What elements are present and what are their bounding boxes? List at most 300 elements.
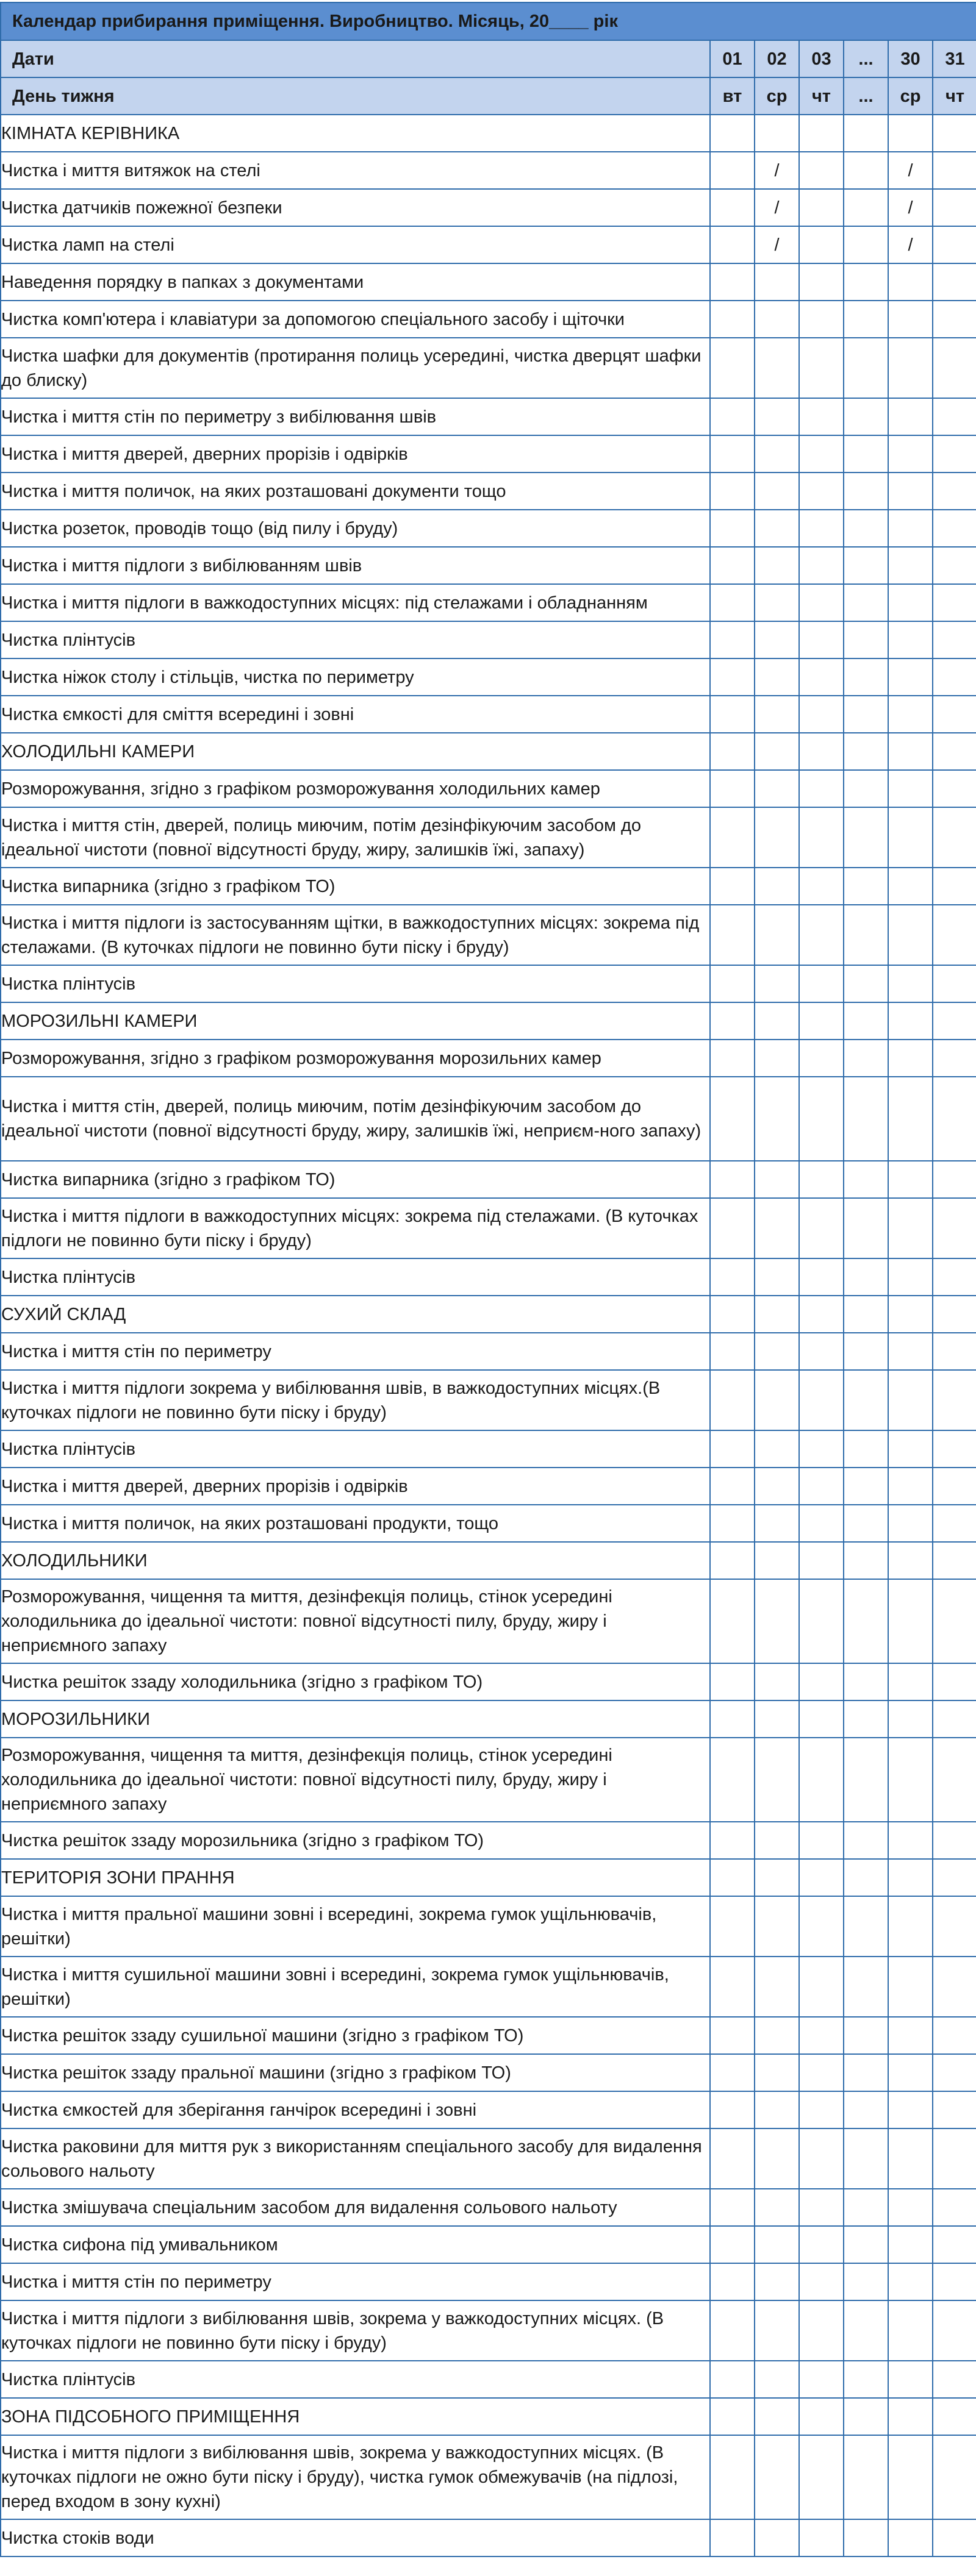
day-cell[interactable] [799,338,844,398]
day-cell[interactable] [710,1077,755,1161]
day-cell[interactable] [888,2361,933,2398]
day-cell[interactable] [844,1161,888,1198]
day-cell[interactable] [844,115,888,152]
day-cell[interactable] [933,1505,976,1542]
day-cell[interactable] [799,905,844,965]
day-cell[interactable] [710,2263,755,2300]
day-cell[interactable] [755,2128,799,2189]
day-cell[interactable] [888,2300,933,2361]
day-cell[interactable] [844,2300,888,2361]
day-cell[interactable] [755,152,799,189]
day-cell[interactable] [933,115,976,152]
day-cell[interactable] [755,1468,799,1505]
day-cell[interactable] [799,398,844,435]
day-cell[interactable] [755,2263,799,2300]
day-cell[interactable] [888,2435,933,2519]
day-cell[interactable] [799,115,844,152]
day-cell[interactable] [933,1198,976,1258]
day-cell[interactable] [710,1822,755,1859]
day-cell[interactable] [799,965,844,1002]
day-cell[interactable] [799,1040,844,1077]
day-cell[interactable] [844,2398,888,2435]
day-cell[interactable] [755,435,799,473]
day-cell[interactable] [933,152,976,189]
day-cell[interactable] [888,733,933,770]
day-cell[interactable] [799,435,844,473]
day-cell[interactable] [844,1822,888,1859]
day-cell[interactable] [888,301,933,338]
day-cell[interactable] [888,435,933,473]
day-cell[interactable] [755,1896,799,1957]
day-cell[interactable] [844,1859,888,1896]
day-cell[interactable] [799,2226,844,2263]
day-cell[interactable] [755,1040,799,1077]
day-cell[interactable] [888,1896,933,1957]
day-cell[interactable] [888,1663,933,1700]
day-cell[interactable] [933,1579,976,1663]
day-cell[interactable] [710,1296,755,1333]
day-cell[interactable] [799,1700,844,1738]
day-cell[interactable] [933,696,976,733]
day-cell[interactable] [933,1700,976,1738]
day-cell[interactable] [933,1333,976,1370]
day-cell[interactable] [710,435,755,473]
day-cell[interactable] [844,398,888,435]
day-cell[interactable] [755,2054,799,2091]
day-cell[interactable] [844,1370,888,1430]
day-cell[interactable] [888,1505,933,1542]
day-cell[interactable] [888,770,933,807]
day-cell[interactable] [844,263,888,301]
day-cell[interactable] [799,621,844,658]
day-cell[interactable] [844,807,888,868]
day-cell[interactable] [888,868,933,905]
day-cell[interactable] [799,1822,844,1859]
day-cell[interactable] [799,1002,844,1040]
day-cell[interactable] [844,2263,888,2300]
day-cell[interactable] [888,807,933,868]
day-cell[interactable] [710,1505,755,1542]
day-cell[interactable] [799,301,844,338]
day-cell[interactable] [933,1542,976,1579]
day-cell[interactable] [888,2017,933,2054]
day-cell[interactable] [710,1258,755,1296]
day-cell[interactable] [799,2361,844,2398]
day-cell[interactable] [933,510,976,547]
day-cell[interactable] [799,584,844,621]
day-cell[interactable] [799,733,844,770]
day-cell[interactable] [799,2263,844,2300]
day-cell[interactable] [755,621,799,658]
day-cell[interactable] [755,2189,799,2226]
day-cell[interactable] [710,152,755,189]
day-cell[interactable] [755,189,799,226]
day-cell[interactable] [844,868,888,905]
day-cell[interactable] [799,807,844,868]
day-cell[interactable] [933,1738,976,1822]
day-cell[interactable] [844,1542,888,1579]
day-cell[interactable] [799,2398,844,2435]
day-cell[interactable] [710,189,755,226]
day-cell[interactable] [710,1579,755,1663]
day-cell[interactable] [799,696,844,733]
day-cell[interactable] [888,152,933,189]
day-cell[interactable] [710,770,755,807]
day-cell[interactable] [755,658,799,696]
day-cell[interactable] [844,2519,888,2556]
day-cell[interactable] [933,1896,976,1957]
day-cell[interactable] [933,2361,976,2398]
day-cell[interactable] [710,2017,755,2054]
day-cell[interactable] [710,905,755,965]
day-cell[interactable] [799,1370,844,1430]
day-cell[interactable] [799,226,844,263]
day-cell[interactable] [933,1859,976,1896]
day-cell[interactable] [799,1859,844,1896]
day-cell[interactable] [755,807,799,868]
day-cell[interactable] [933,1258,976,1296]
day-cell[interactable] [933,398,976,435]
day-cell[interactable] [888,1258,933,1296]
day-cell[interactable] [933,621,976,658]
day-cell[interactable] [888,1542,933,1579]
day-cell[interactable] [710,2398,755,2435]
day-cell[interactable] [933,1370,976,1430]
day-cell[interactable] [933,905,976,965]
day-cell[interactable] [710,696,755,733]
day-cell[interactable] [799,1505,844,1542]
day-cell[interactable] [799,1738,844,1822]
day-cell[interactable] [844,965,888,1002]
day-cell[interactable] [755,2017,799,2054]
day-cell[interactable] [710,115,755,152]
day-cell[interactable] [888,2263,933,2300]
day-cell[interactable] [933,807,976,868]
day-cell[interactable] [755,1077,799,1161]
day-cell[interactable] [799,152,844,189]
day-cell[interactable] [755,2435,799,2519]
day-cell[interactable] [888,658,933,696]
day-cell[interactable] [755,1700,799,1738]
day-cell[interactable] [933,435,976,473]
day-cell[interactable] [888,1077,933,1161]
day-cell[interactable] [933,584,976,621]
day-cell[interactable] [933,733,976,770]
day-cell[interactable] [933,2054,976,2091]
day-cell[interactable] [799,2189,844,2226]
day-cell[interactable] [799,2435,844,2519]
day-cell[interactable] [799,473,844,510]
day-cell[interactable] [844,1296,888,1333]
day-cell[interactable] [844,1333,888,1370]
day-cell[interactable] [888,1859,933,1896]
day-cell[interactable] [844,1738,888,1822]
day-cell[interactable] [888,1296,933,1333]
day-cell[interactable] [755,2091,799,2128]
day-cell[interactable] [755,1542,799,1579]
day-cell[interactable] [755,1002,799,1040]
day-cell[interactable] [710,338,755,398]
day-cell[interactable] [799,2519,844,2556]
day-cell[interactable] [844,1579,888,1663]
day-cell[interactable] [755,263,799,301]
day-cell[interactable] [844,1663,888,1700]
day-cell[interactable] [933,2519,976,2556]
day-cell[interactable] [933,1663,976,1700]
day-cell[interactable] [710,1430,755,1468]
day-cell[interactable] [844,2435,888,2519]
day-cell[interactable] [799,1430,844,1468]
day-cell[interactable] [710,1700,755,1738]
day-cell[interactable] [933,770,976,807]
day-cell[interactable] [710,2300,755,2361]
day-cell[interactable] [799,2300,844,2361]
day-cell[interactable] [933,189,976,226]
day-cell[interactable] [844,1700,888,1738]
day-cell[interactable] [710,1896,755,1957]
day-cell[interactable] [710,1198,755,1258]
day-cell[interactable] [888,2189,933,2226]
day-cell[interactable] [755,473,799,510]
day-cell[interactable] [710,1161,755,1198]
day-cell[interactable] [799,1663,844,1700]
day-cell[interactable] [710,2435,755,2519]
day-cell[interactable] [710,2361,755,2398]
day-cell[interactable] [844,2226,888,2263]
day-cell[interactable] [755,2300,799,2361]
day-cell[interactable] [933,1077,976,1161]
day-cell[interactable] [710,1468,755,1505]
day-cell[interactable] [844,1040,888,1077]
day-cell[interactable] [888,1579,933,1663]
day-cell[interactable] [755,584,799,621]
day-cell[interactable] [755,1663,799,1700]
day-cell[interactable] [933,226,976,263]
day-cell[interactable] [755,226,799,263]
day-cell[interactable] [710,1002,755,1040]
day-cell[interactable] [933,868,976,905]
day-cell[interactable] [755,1579,799,1663]
day-cell[interactable] [710,1957,755,2017]
day-cell[interactable] [888,621,933,658]
day-cell[interactable] [710,2128,755,2189]
day-cell[interactable] [844,435,888,473]
day-cell[interactable] [888,1738,933,1822]
day-cell[interactable] [888,1040,933,1077]
day-cell[interactable] [933,263,976,301]
day-cell[interactable] [755,1370,799,1430]
day-cell[interactable] [888,1468,933,1505]
day-cell[interactable] [755,510,799,547]
day-cell[interactable] [710,1542,755,1579]
day-cell[interactable] [844,1468,888,1505]
day-cell[interactable] [755,1957,799,2017]
day-cell[interactable] [888,1002,933,1040]
day-cell[interactable] [888,1957,933,2017]
day-cell[interactable] [844,1896,888,1957]
day-cell[interactable] [888,1370,933,1430]
day-cell[interactable] [888,696,933,733]
day-cell[interactable] [933,2091,976,2128]
day-cell[interactable] [844,696,888,733]
day-cell[interactable] [844,2054,888,2091]
day-cell[interactable] [844,2128,888,2189]
day-cell[interactable] [755,1859,799,1896]
day-cell[interactable] [844,2017,888,2054]
day-cell[interactable] [755,770,799,807]
day-cell[interactable] [799,1333,844,1370]
day-cell[interactable] [888,2519,933,2556]
day-cell[interactable] [933,1957,976,2017]
day-cell[interactable] [710,547,755,584]
day-cell[interactable] [755,1258,799,1296]
day-cell[interactable] [933,2017,976,2054]
day-cell[interactable] [710,510,755,547]
day-cell[interactable] [844,2361,888,2398]
day-cell[interactable] [799,510,844,547]
day-cell[interactable] [710,658,755,696]
day-cell[interactable] [933,2300,976,2361]
day-cell[interactable] [755,2519,799,2556]
day-cell[interactable] [888,263,933,301]
day-cell[interactable] [844,1077,888,1161]
day-cell[interactable] [710,1738,755,1822]
day-cell[interactable] [844,770,888,807]
day-cell[interactable] [888,398,933,435]
day-cell[interactable] [933,1430,976,1468]
day-cell[interactable] [799,2017,844,2054]
day-cell[interactable] [844,547,888,584]
day-cell[interactable] [888,510,933,547]
day-cell[interactable] [844,1198,888,1258]
day-cell[interactable] [888,189,933,226]
day-cell[interactable] [844,2189,888,2226]
day-cell[interactable] [799,547,844,584]
day-cell[interactable] [710,1663,755,1700]
day-cell[interactable] [888,1161,933,1198]
day-cell[interactable] [933,1002,976,1040]
day-cell[interactable] [755,868,799,905]
day-cell[interactable] [933,2435,976,2519]
day-cell[interactable] [888,338,933,398]
day-cell[interactable] [710,733,755,770]
day-cell[interactable] [844,338,888,398]
day-cell[interactable] [710,301,755,338]
day-cell[interactable] [888,2398,933,2435]
day-cell[interactable] [933,658,976,696]
day-cell[interactable] [933,2398,976,2435]
day-cell[interactable] [844,1430,888,1468]
day-cell[interactable] [799,1896,844,1957]
day-cell[interactable] [755,338,799,398]
day-cell[interactable] [755,1198,799,1258]
day-cell[interactable] [844,510,888,547]
day-cell[interactable] [710,584,755,621]
day-cell[interactable] [933,1161,976,1198]
day-cell[interactable] [710,263,755,301]
day-cell[interactable] [888,1333,933,1370]
day-cell[interactable] [710,868,755,905]
day-cell[interactable] [933,473,976,510]
day-cell[interactable] [799,1161,844,1198]
day-cell[interactable] [844,621,888,658]
day-cell[interactable] [888,2128,933,2189]
day-cell[interactable] [710,1370,755,1430]
day-cell[interactable] [933,2189,976,2226]
day-cell[interactable] [844,152,888,189]
day-cell[interactable] [888,2054,933,2091]
day-cell[interactable] [799,1468,844,1505]
day-cell[interactable] [933,1468,976,1505]
day-cell[interactable] [755,1296,799,1333]
day-cell[interactable] [888,226,933,263]
day-cell[interactable] [799,189,844,226]
day-cell[interactable] [888,547,933,584]
day-cell[interactable] [844,2091,888,2128]
day-cell[interactable] [755,301,799,338]
day-cell[interactable] [799,1077,844,1161]
day-cell[interactable] [888,115,933,152]
day-cell[interactable] [844,584,888,621]
day-cell[interactable] [710,473,755,510]
day-cell[interactable] [755,1822,799,1859]
day-cell[interactable] [799,2091,844,2128]
day-cell[interactable] [844,1002,888,1040]
day-cell[interactable] [755,2361,799,2398]
day-cell[interactable] [844,189,888,226]
day-cell[interactable] [755,1333,799,1370]
day-cell[interactable] [710,621,755,658]
day-cell[interactable] [844,226,888,263]
day-cell[interactable] [710,2519,755,2556]
day-cell[interactable] [888,2226,933,2263]
day-cell[interactable] [710,398,755,435]
day-cell[interactable] [755,2226,799,2263]
day-cell[interactable] [799,1198,844,1258]
day-cell[interactable] [710,226,755,263]
day-cell[interactable] [799,2128,844,2189]
day-cell[interactable] [888,1700,933,1738]
day-cell[interactable] [755,965,799,1002]
day-cell[interactable] [888,965,933,1002]
day-cell[interactable] [799,1296,844,1333]
day-cell[interactable] [710,1040,755,1077]
day-cell[interactable] [799,658,844,696]
day-cell[interactable] [933,301,976,338]
day-cell[interactable] [888,1198,933,1258]
day-cell[interactable] [710,2054,755,2091]
day-cell[interactable] [799,1579,844,1663]
day-cell[interactable] [755,1738,799,1822]
day-cell[interactable] [888,584,933,621]
day-cell[interactable] [755,398,799,435]
day-cell[interactable] [755,1430,799,1468]
day-cell[interactable] [844,1258,888,1296]
day-cell[interactable] [710,807,755,868]
day-cell[interactable] [799,263,844,301]
day-cell[interactable] [710,965,755,1002]
day-cell[interactable] [755,2398,799,2435]
day-cell[interactable] [844,473,888,510]
day-cell[interactable] [888,905,933,965]
day-cell[interactable] [933,1822,976,1859]
day-cell[interactable] [710,2091,755,2128]
day-cell[interactable] [844,301,888,338]
day-cell[interactable] [933,2128,976,2189]
day-cell[interactable] [933,338,976,398]
day-cell[interactable] [844,1957,888,2017]
day-cell[interactable] [799,1542,844,1579]
